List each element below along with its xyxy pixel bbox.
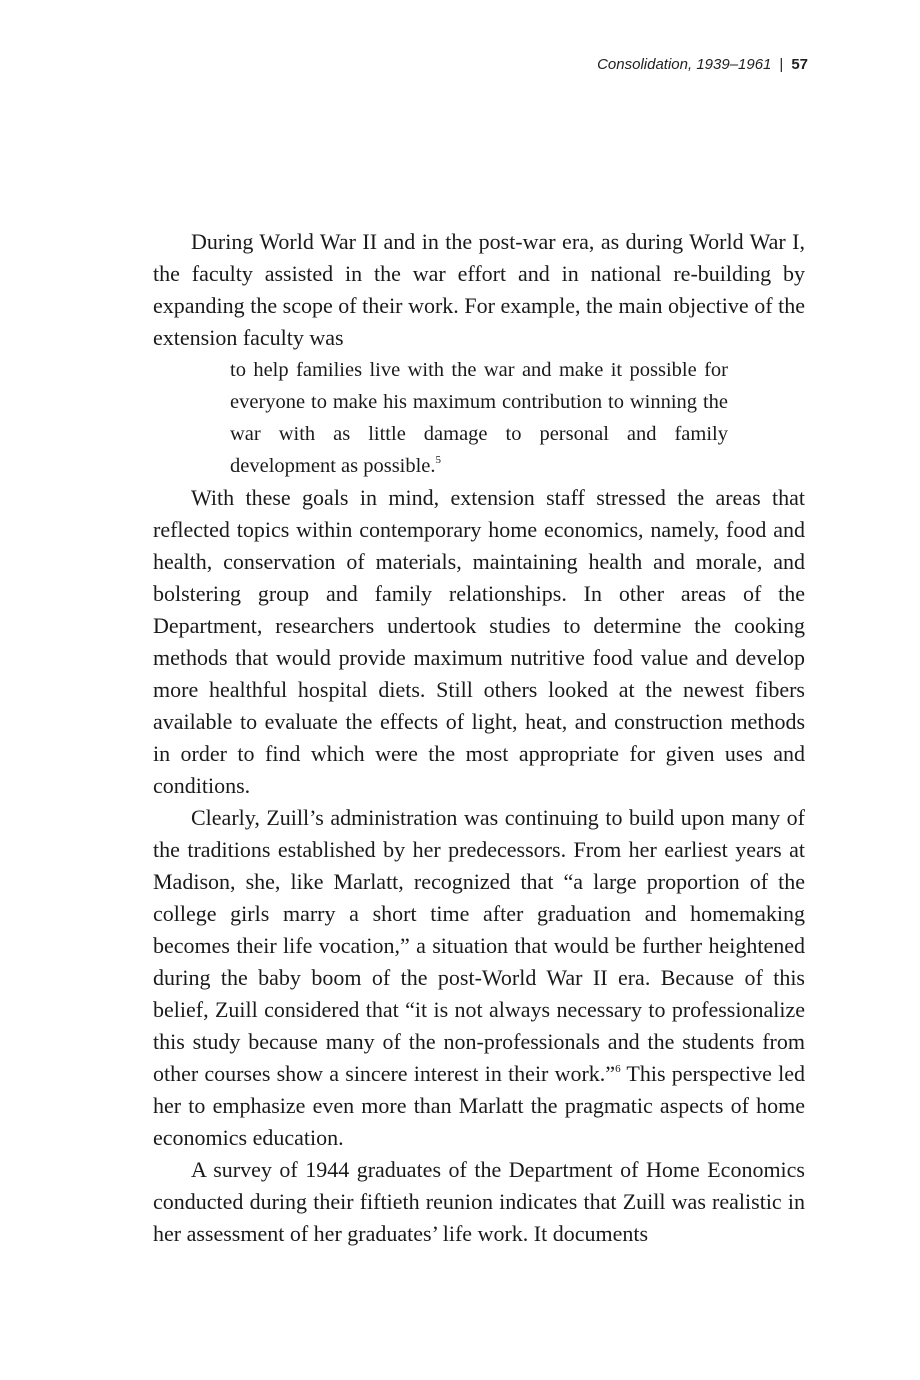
running-head-separator: | bbox=[779, 56, 784, 73]
paragraph-3 bbox=[153, 802, 805, 1154]
paragraph-1: During World War II and in the post-war era, as during World War I, the faculty assisted in the war effort and in national re-building by expanding the scope of their work. For example, the main objective of the extension faculty was bbox=[153, 229, 805, 350]
running-head-title: Consolidation, 1939–1961 bbox=[597, 56, 772, 73]
paragraph-3-text-a: Clearly, Zuill’s administration was continuing to build upon many of the traditions established by her predecessors. From her earliest years at Madison, she, like Marlatt, recognized that “a large proportion of the college girls marry a short time after graduation and homemaking becomes their life vocation,” a situation that would be further heightened during the baby boom of the post-World War II era. Because of this belief, Zuill considered that “it is not always necessary to professionalize this study because many of the non-professionals and the students from other courses show a sincere interest in their work.” bbox=[153, 805, 805, 1086]
page-number: 57 bbox=[791, 56, 808, 73]
paragraph-3-text-b: This perspective led her to emphasize even more than Marlatt the pragmatic aspects of home economics education. bbox=[153, 1061, 805, 1150]
footnote-ref-5: 5 bbox=[435, 454, 442, 466]
running-head bbox=[597, 56, 808, 73]
paragraph-2: With these goals in mind, extension staff stressed the areas that reflected topics within contemporary home economics, namely, food and health, conservation of materials, maintaining health and morale, and bolstering group and family relationships. In other areas of the Department, researchers undertook studies to determine the cooking methods that would provide maximum nutritive food value and develop more healthful hospital diets. Still others looked at the newest fibers available to evaluate the effects of light, heat, and construction methods in order to find which were the most appropriate for given uses and conditions. bbox=[153, 485, 805, 798]
body-text bbox=[153, 226, 805, 1250]
footnote-ref-6: 6 bbox=[615, 1063, 621, 1075]
block-quote-text: to help families live with the war and make it possible for everyone to make his maximum contribution to winning the war with as little damage to personal and family development as possible. bbox=[230, 359, 728, 477]
block-quote bbox=[230, 354, 728, 482]
paragraph-4: A survey of 1944 graduates of the Department of Home Economics conducted during their fiftieth reunion indicates that Zuill was realistic in her assessment of her graduates’ life work. It documents bbox=[153, 1157, 805, 1246]
